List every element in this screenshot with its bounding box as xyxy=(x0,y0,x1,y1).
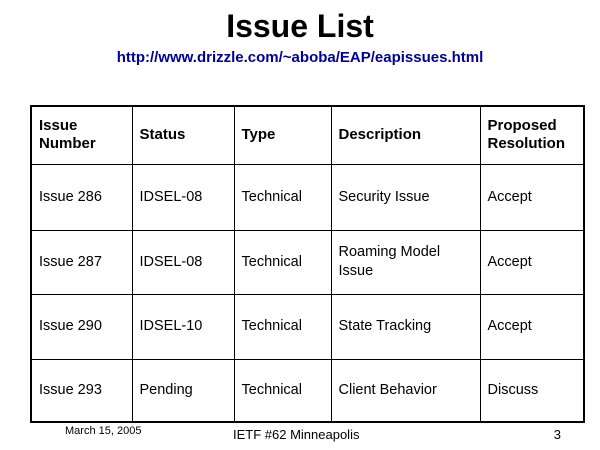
cell-proposed-resolution: Discuss xyxy=(480,359,584,422)
cell-type: Technical xyxy=(234,294,331,359)
cell-proposed-resolution: Accept xyxy=(480,230,584,294)
column-header-proposed-resolution: Proposed Resolution xyxy=(480,106,584,164)
table-row xyxy=(31,294,584,359)
cell-description: Roaming Model Issue xyxy=(331,230,480,294)
footer-date: March 15, 2005 xyxy=(65,425,142,437)
cell-proposed-resolution: Accept xyxy=(480,164,584,230)
column-header-description: Description xyxy=(331,106,480,164)
cell-status: IDSEL-08 xyxy=(132,230,234,294)
cell-description: State Tracking xyxy=(331,294,480,359)
cell-type: Technical xyxy=(234,359,331,422)
cell-issue-number: Issue 286 xyxy=(31,164,132,230)
cell-status: IDSEL-08 xyxy=(132,164,234,230)
cell-issue-number: Issue 287 xyxy=(31,230,132,294)
slide-url-link[interactable]: http://www.drizzle.com/~aboba/EAP/eapissues.html xyxy=(116,49,484,66)
cell-proposed-resolution: Accept xyxy=(480,294,584,359)
table-row xyxy=(31,164,584,230)
cell-type: Technical xyxy=(234,230,331,294)
cell-status: IDSEL-10 xyxy=(132,294,234,359)
column-header-issue-number: Issue Number xyxy=(31,106,132,164)
table-row xyxy=(31,359,584,422)
cell-issue-number: Issue 290 xyxy=(31,294,132,359)
cell-description: Client Behavior xyxy=(331,359,480,422)
column-header-status: Status xyxy=(132,106,234,164)
cell-type: Technical xyxy=(234,164,331,230)
cell-status: Pending xyxy=(132,359,234,422)
footer-event-name: IETF #62 Minneapolis xyxy=(233,427,360,442)
table-row xyxy=(31,230,584,294)
table-header-row xyxy=(31,106,584,164)
cell-description: Security Issue xyxy=(331,164,480,230)
column-header-type: Type xyxy=(234,106,331,164)
cell-issue-number: Issue 293 xyxy=(31,359,132,422)
footer-page-number: 3 xyxy=(553,427,561,442)
page-title: Issue List xyxy=(226,8,374,44)
issue-table xyxy=(30,105,585,423)
